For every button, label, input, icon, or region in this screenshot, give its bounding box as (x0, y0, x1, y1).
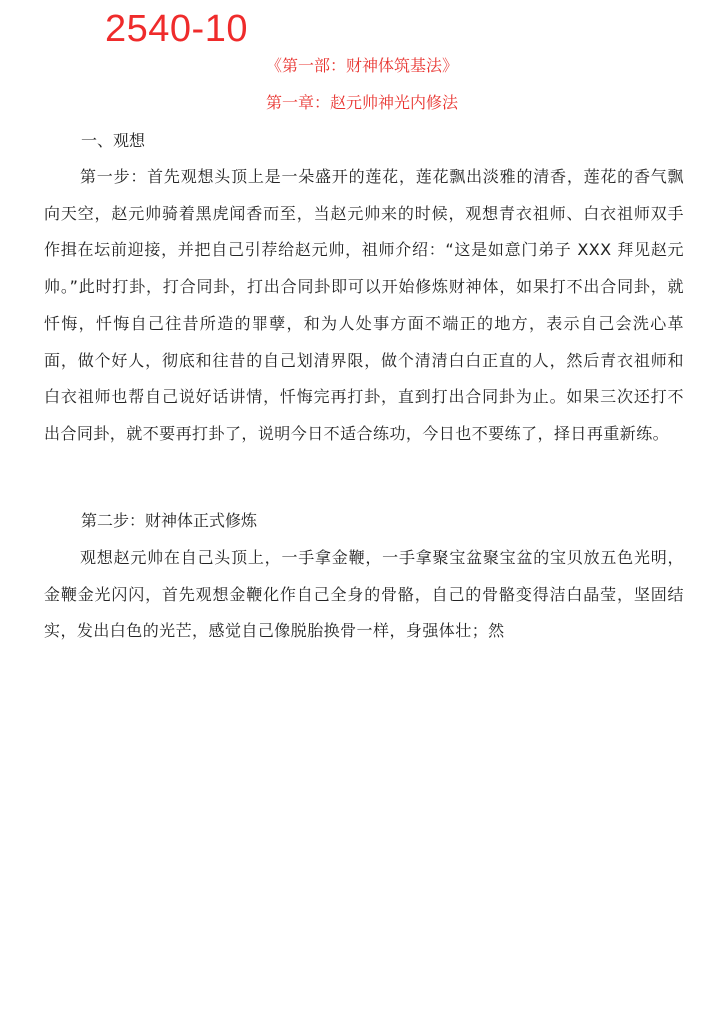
step2-paragraph: 观想赵元帅在自己头顶上，一手拿金鞭，一手拿聚宝盆聚宝盆的宝贝放五色光明，金鞭金光闪闪，首先观想金鞭化作自己全身的骨骼，自己的骨骼变得洁白晶莹，坚固结实，发出白色的光芒，感觉自己像脱胎换骨一样，身强体壮；然 (44, 548, 684, 641)
part-title: 《第一部：财神体筑基法》 (265, 56, 458, 75)
chapter-title: 第一章：赵元帅神光内修法 (265, 93, 458, 112)
step2-label: 第二步：财神体正式修炼 (81, 511, 258, 530)
section-label: 一、观想 (81, 131, 146, 150)
step1-paragraph: 第一步：首先观想头顶上是一朵盛开的莲花，莲花飘出淡雅的清香，莲花的香气飘向天空，赵元帅骑着黑虎闻香而至，当赵元帅来的时候，观想青衣祖师、白衣祖师双手作揖在坛前迎接，并把自己引荐给赵元帅，祖师介绍：“这是如意门弟子 XXX 拜见赵元帅。”此时打卦，打合同卦，打出合同卦即可以开始修炼财神体，如果打不出合同卦，就忏悔，忏悔自己往昔所造的罪孽，和为人处事方面不端正的地方，表示自己会洗心革面，做个好人，彻底和往昔的自己划清界限，做个清清白白正直的人，然后青衣祖师和白衣祖师也帮自己说好话讲情，忏悔完再打卦，直到打出合同卦为止。如果三次还打不出合同卦，就不要再打卦了，说明今日不适合练功，今日也不要练了，择日再重新练。 (44, 167, 684, 443)
page-id-stamp: 2540-10 (105, 8, 248, 50)
